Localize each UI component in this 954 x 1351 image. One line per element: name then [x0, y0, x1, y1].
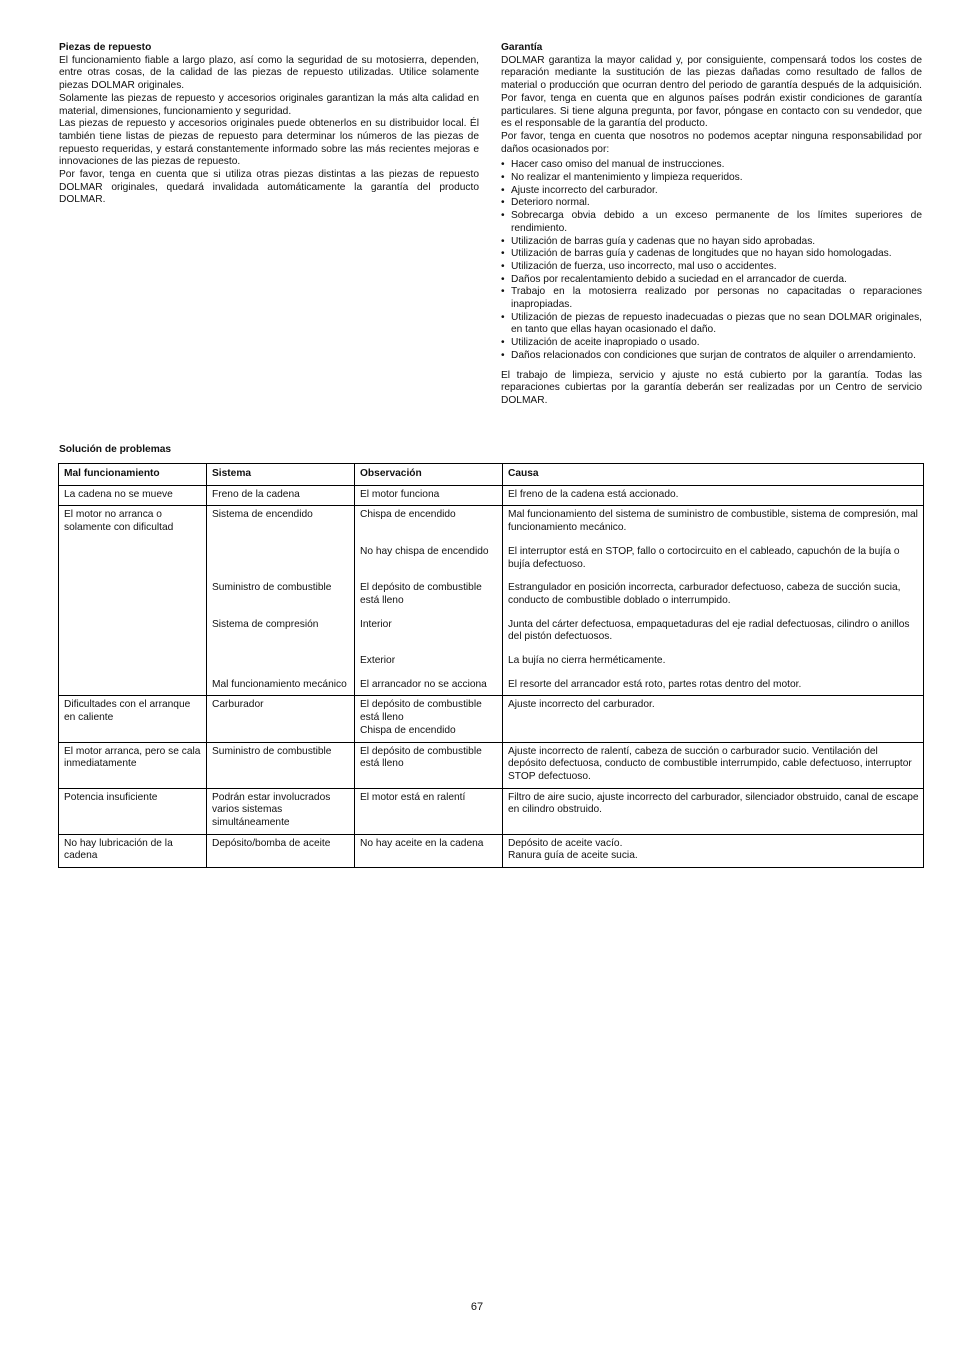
list-item: • No realizar el mantenimiento y limpieza requeridos. — [501, 172, 922, 185]
column-header-cause: Causa — [503, 464, 924, 486]
list-item: • Utilización de fuerza, uso incorrecto, mal uso o accidentes. — [501, 261, 922, 274]
list-item: • Utilización de aceite inapropiado o usado. — [501, 337, 922, 350]
page-number: 67 — [470, 1301, 484, 1313]
observation-cell-entry: El arrancador no se acciona — [360, 678, 487, 690]
fault-cell: Dificultades con el arranque en caliente — [59, 696, 207, 742]
warranty-exclusions-list — [501, 159, 922, 362]
fault-cell: La cadena no se mueve — [59, 485, 207, 506]
column-header-observation: Observación — [355, 464, 503, 486]
system-cell: Depósito/bomba de aceite — [207, 834, 355, 867]
observation-cell-entry: No hay chispa de encendido — [360, 545, 489, 557]
system-cell-entry: Suministro de combustible — [212, 582, 332, 594]
observation-cell — [355, 506, 503, 696]
system-cell: Podrán estar involucrados varios sistemas simultáneamente — [207, 788, 355, 834]
observation-cell-entry: Interior — [360, 618, 392, 630]
cause-cell: Ajuste incorrecto de ralentí, cabeza de succión o carburador sucio. Ventilación del depósito defectuosa, conducto de combustible interrumpido, cable defectuoso, interruptor STOP defectuoso. — [503, 742, 924, 788]
system-cell: Suministro de combustible — [207, 742, 355, 788]
cause-cell: Depósito de aceite vacío. Ranura guía de aceite sucia. — [503, 834, 924, 867]
list-item: • Trabajo en la motosierra realizado por personas no capacitadas o reparaciones inapropiadas. — [501, 286, 922, 311]
observation-cell-entry: Chispa de encendido — [360, 509, 456, 521]
list-item: • Daños relacionados con condiciones que surjan de contratos de alquiler o arrendamiento. — [501, 350, 922, 363]
observation-cell: No hay aceite en la cadena — [355, 834, 503, 867]
table-row — [59, 696, 924, 742]
troubleshooting-title: Solución de problemas — [59, 444, 172, 455]
spare-parts-paragraph: Por favor, tenga en cuenta que si utiliza otras piezas distintas a las piezas de repuesto DOLMAR originales, quedará invalidada automáticamente la garantía del producto DOLMAR. — [59, 169, 479, 206]
table-header-row — [59, 464, 924, 486]
fault-cell: No hay lubricación de la cadena — [59, 834, 207, 867]
warranty-heading: Garantía — [501, 42, 543, 53]
list-item: • Deterioro normal. — [501, 197, 922, 210]
table-row — [59, 506, 924, 696]
table-row — [59, 742, 924, 788]
spare-parts-heading: Piezas de repuesto — [59, 42, 152, 53]
warranty-section — [501, 42, 922, 408]
observation-cell: El depósito de combustible está lleno Chispa de encendido — [355, 696, 503, 742]
table-row — [59, 485, 924, 506]
cause-cell-entry: El interruptor está en STOP, fallo o cortocircuito en el cableado, capuchón de la bujía o bujía defectuoso. — [508, 545, 900, 570]
warranty-intro: DOLMAR garantiza la mayor calidad y, por consiguiente, compensará todos los costes de reparación mediante la sustitución de las piezas dañadas como resultado de fallos de material o producción que ocurran dentro del periodo de garantía después de la adquisición. Por favor, tenga en cuenta que en algunos países podrán existir condiciones de garantía particulares. Si tiene alguna pregunta, por favor, póngase en contacto con su vendedor, que es el responsable de la garantía del producto. — [501, 54, 922, 130]
list-item: • Utilización de barras guía y cadenas que no hayan sido aprobadas. — [501, 236, 922, 249]
system-cell-entry — [207, 652, 354, 668]
system-cell-entry: Sistema de compresión — [212, 618, 319, 630]
system-cell-entry: Sistema de encendido — [212, 509, 313, 521]
fault-cell: El motor arranca, pero se cala inmediatamente — [59, 742, 207, 788]
spare-parts-section — [59, 42, 479, 207]
observation-cell: El depósito de combustible está lleno — [355, 742, 503, 788]
column-header-fault: Mal funcionamiento — [59, 464, 207, 486]
warranty-closing: El trabajo de limpieza, servicio y ajuste no está cubierto por la garantía. Todas las reparaciones cubiertas por la garantía deberán ser realizadas por un Centro de servicio DOLMAR. — [501, 369, 922, 406]
list-item: • Utilización de barras guía y cadenas de longitudes que no hayan sido homologadas. — [501, 248, 922, 261]
system-cell-entry: Mal funcionamiento mecánico — [212, 678, 347, 690]
column-header-system: Sistema — [207, 464, 355, 486]
list-item: • Utilización de piezas de repuesto inadecuadas o piezas que no sean DOLMAR originales, en tanto que ellas hayan ocasionado el daño. — [501, 312, 922, 337]
table-row — [59, 834, 924, 867]
cause-cell-entry: Estrangulador en posición incorrecta, carburador defectuoso, cabeza de succión sucia, conducto de combustible doblado o interrumpido. — [508, 582, 901, 606]
list-item: • Daños por recalentamiento debido a suciedad en el arrancador de cuerda. — [501, 274, 922, 287]
observation-cell: El motor está en ralentí — [355, 788, 503, 834]
troubleshooting-table — [58, 463, 924, 868]
cause-cell-entry: Mal funcionamiento del sistema de suministro de combustible, sistema de compresión, mal funcionamiento mecánico. — [508, 509, 918, 534]
spare-parts-paragraph: El funcionamiento fiable a largo plazo, así como la seguridad de su motosierra, dependen, entre otras cosas, de la calidad de las piezas de repuesto utilizadas. Utilice solamente piezas DOLMAR originales. — [59, 54, 479, 92]
system-cell: Carburador — [207, 696, 355, 742]
spare-parts-paragraph: Las piezas de repuesto y accesorios originales puede obtenerlos en su distribuidor local. Él también tiene listas de piezas de repuesto para determinar los números de las piezas de repuesto requeridas, y estará constantemente informado sobre las más recientes mejoras e innovaciones de las piezas de repuesto. — [59, 118, 479, 168]
list-item: • Hacer caso omiso del manual de instrucciones. — [501, 159, 922, 172]
observation-cell: El motor funciona — [355, 485, 503, 506]
list-item: • Sobrecarga obvia debido a un exceso permanente de los límites superiores de rendimiento. — [501, 210, 922, 235]
system-cell-entry — [207, 543, 354, 571]
observation-cell-entry: Exterior — [360, 655, 396, 667]
table-row — [59, 788, 924, 834]
troubleshooting-body — [59, 485, 924, 867]
cause-cell-entry: Junta del cárter defectuosa, empaquetaduras del eje radial defectuosas, cilindro o anillos del pistón defectuosos. — [508, 618, 910, 643]
observation-cell-entry: El depósito de combustible está lleno — [360, 582, 482, 606]
system-cell — [207, 506, 355, 696]
cause-cell: Ajuste incorrecto del carburador. — [503, 696, 924, 742]
warranty-intro-2: Por favor, tenga en cuenta que nosotros no podemos aceptar ninguna responsabilidad por daños ocasionados por: — [501, 130, 922, 155]
cause-cell: Filtro de aire sucio, ajuste incorrecto del carburador, silenciador obstruido, canal de escape en cilindro obstruido. — [503, 788, 924, 834]
cause-cell: El freno de la cadena está accionado. — [503, 485, 924, 506]
spare-parts-paragraph: Solamente las piezas de repuesto y accesorios originales garantizan la más alta calidad en material, dimensiones, funcionamiento y seguridad. — [59, 92, 479, 117]
fault-cell: El motor no arranca o solamente con dificultad — [59, 506, 207, 696]
cause-cell — [503, 506, 924, 696]
list-item: • Ajuste incorrecto del carburador. — [501, 185, 922, 198]
fault-cell: Potencia insuficiente — [59, 788, 207, 834]
cause-cell-entry: El resorte del arrancador está roto, partes rotas dentro del motor. — [508, 678, 802, 690]
cause-cell-entry: La bujía no cierra herméticamente. — [508, 655, 666, 667]
system-cell: Freno de la cadena — [207, 485, 355, 506]
